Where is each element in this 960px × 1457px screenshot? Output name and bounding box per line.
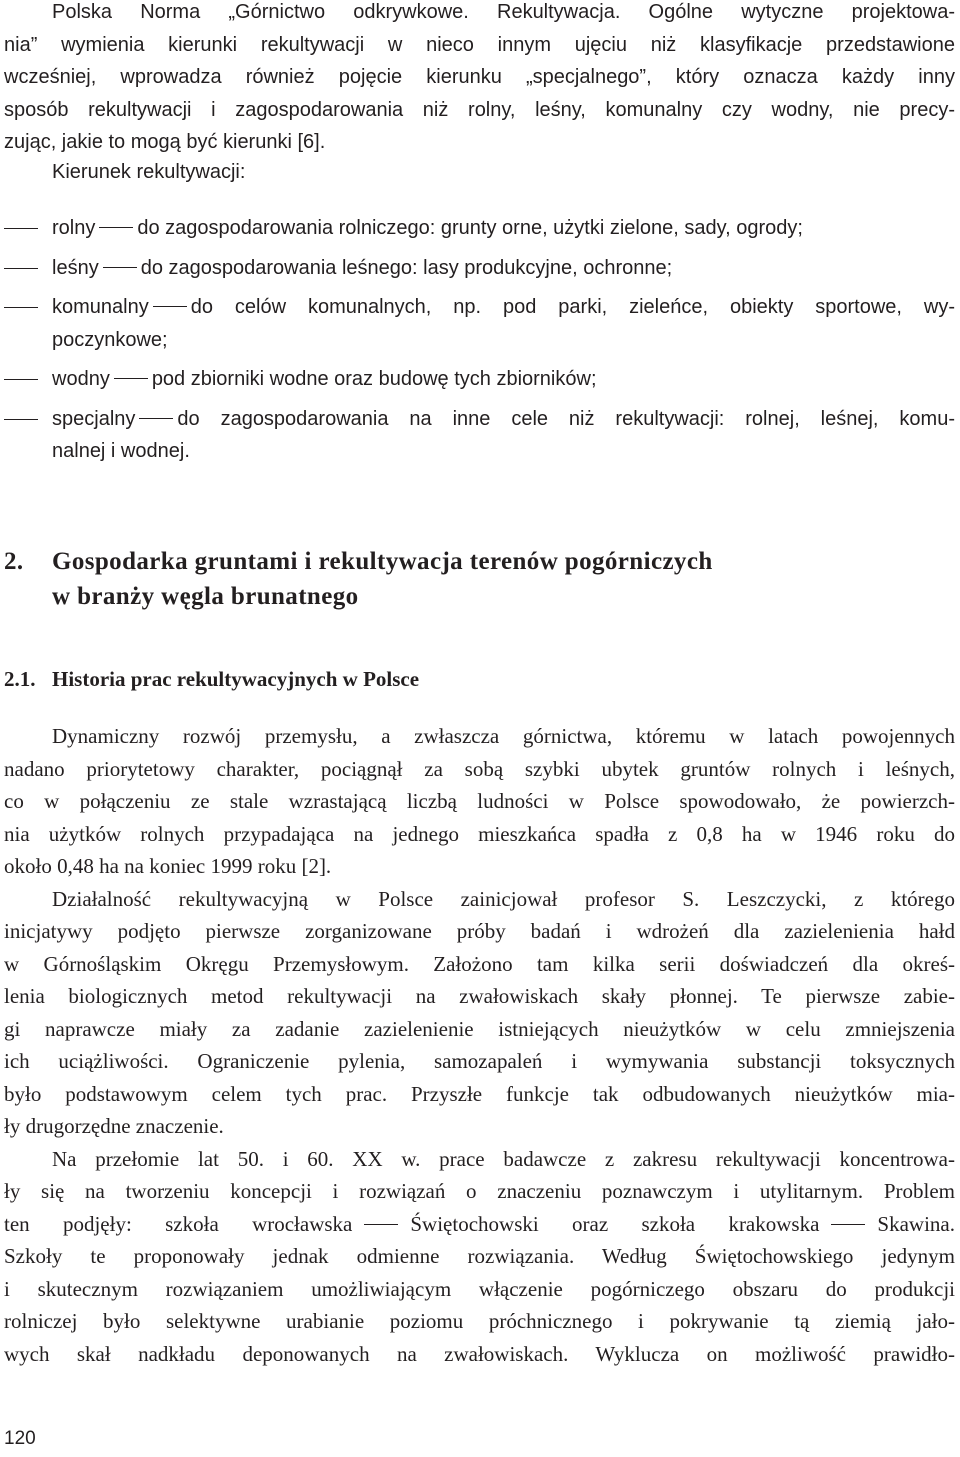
- list-text: do celów komunalnych, np. pod parki, zieleńce, obiekty sportowe, wy-: [190, 296, 955, 318]
- body-line: Dynamiczny rozwój przemysłu, a zwłaszcza górnictwa, któremu w latach powojennych: [52, 724, 955, 748]
- body-fragment: Świętochowski oraz szkoła krakowska: [410, 1211, 820, 1236]
- body-line: w Górnośląskim Okręgu Przemysłowym. Założono tam kilka serii doświadczeń dla okreś-: [4, 951, 955, 976]
- body-line: [4, 1208, 955, 1241]
- bullet-dash: [4, 379, 38, 380]
- em-dash: [99, 227, 133, 228]
- body-line: nadano priorytetowy charakter, pociągnął za sobą szybki ubytek gruntów rolnych i leśnych,: [4, 756, 955, 781]
- bullet-dash: [4, 307, 38, 308]
- section-title-line2: w branży węgla brunatnego: [52, 583, 359, 610]
- list-text: poczynkowe;: [52, 328, 168, 351]
- bullet-dash: [4, 268, 38, 269]
- kierunki-list: [4, 212, 955, 468]
- subsection-heading: [4, 663, 419, 695]
- list-term: komunalny: [52, 296, 149, 318]
- body-line: ły się na tworzeniu koncepcji i rozwiązań o znaczeniu poznawczym i utylitarnym. Problem: [4, 1179, 955, 1203]
- list-text: do zagospodarowania rolniczego: grunty orne, użytki zielone, sady, ogrody;: [137, 217, 803, 239]
- intro-line: nia” wymienia kierunki rekultywacji w nieco innym ujęciu niż klasyfikacje przedstawione: [4, 33, 955, 56]
- em-dash: [114, 378, 148, 379]
- list-text: pod zbiorniki wodne oraz budowę tych zbiorników;: [151, 368, 597, 390]
- body-line: było podstawowym celem tych prac. Przyszłe funkcje tak odbudowanych nieużytków mia-: [4, 1081, 955, 1106]
- list-item-rolny: [4, 212, 955, 245]
- body-fragment: ten podjęły: szkoła wrocławska: [4, 1211, 353, 1236]
- body-line: co w połączeniu ze stale wzrastającą liczbą ludności w Polsce spowodowało, że powierzch-: [4, 789, 955, 813]
- page-number: 120: [4, 1428, 36, 1449]
- list-text: nalnej i wodnej.: [52, 440, 190, 462]
- intro-line: zując, jakie to mogą być kierunki [6].: [4, 131, 326, 153]
- list-text: do zagospodarowania leśnego: lasy produkcyjne, ochronne;: [140, 256, 673, 279]
- list-item-komunalny: [4, 291, 955, 356]
- list-term: leśny: [52, 256, 99, 279]
- kierunek-label: Kierunek rekultywacji:: [52, 161, 246, 183]
- body-fragment: Skawina.: [877, 1211, 955, 1236]
- body-line: Na przełomie lat 50. i 60. XX w. prace badawcze z zakresu rekultywacji koncentrowa-: [52, 1146, 955, 1171]
- body-line: nia użytków rolnych przypadająca na jednego mieszkańca spadła z 0,8 ha w 1946 roku do: [4, 821, 955, 846]
- list-term: wodny: [52, 368, 110, 390]
- intro-paragraph: [4, 0, 955, 159]
- body-line: inicjatywy podjęto pierwsze zorganizowane próby badań i wdrożeń dla zazielenienia hałd: [4, 919, 955, 943]
- subsection-number: 2.1.: [4, 667, 36, 691]
- list-text: do zagospodarowania na inne cele niż rekultywacji: rolnej, leśnej, komu-: [177, 407, 955, 430]
- body-line: ły drugorzędne znaczenie.: [4, 1114, 224, 1138]
- em-dash: [831, 1224, 865, 1225]
- body-paragraphs: [4, 720, 955, 1370]
- em-dash: [364, 1224, 398, 1225]
- section-title-line1: Gospodarka gruntami i rekultywacja terenów pogórniczych: [52, 548, 713, 575]
- list-term: rolny: [52, 217, 96, 239]
- body-line: około 0,48 ha na koniec 1999 roku [2].: [4, 854, 332, 878]
- section-number: 2.: [4, 548, 24, 575]
- body-line: Szkoły te proponowały jednak odmienne rozwiązania. Według Świętochowskiego jedynym: [4, 1244, 955, 1268]
- em-dash: [153, 306, 187, 307]
- section-heading: [4, 544, 713, 614]
- bullet-dash: [4, 228, 38, 229]
- list-term: specjalny: [52, 407, 136, 430]
- body-line: gi naprawcze miały za zadanie zazielenienie istniejących nieużytków w celu zmniejszenia: [4, 1016, 955, 1041]
- intro-line: wcześniej, wprowadza również pojęcie kierunku „specjalnego”, który oznacza każdy inny: [4, 66, 955, 88]
- subsection-title: Historia prac rekultywacyjnych w Polsce: [52, 667, 420, 691]
- body-line: ich uciążliwości. Ograniczenie pylenia, samozapaleń i wymywania substancji toksycznych: [4, 1049, 955, 1073]
- body-line: lenia biologicznych metod rekultywacji na zwałowiskach skały płonnej. Te pierwsze zabie-: [4, 984, 955, 1008]
- bullet-dash: [4, 419, 38, 420]
- body-line: i skutecznym rozwiązaniem umożliwiającym włączenie pogórniczego obszaru do produkcji: [4, 1276, 955, 1301]
- body-line: Działalność rekultywacyjną w Polsce zainicjował profesor S. Leszczycki, z którego: [52, 886, 955, 911]
- body-line: wych skał nadkładu deponowanych na zwałowiskach. Wyklucza on możliwość prawidło-: [4, 1341, 955, 1366]
- list-item-lesny: [4, 252, 955, 285]
- list-item-wodny: [4, 363, 955, 396]
- body-line: rolniczej było selektywne urabianie poziomu próchnicznego i pokrywanie tą ziemią jało-: [4, 1309, 955, 1333]
- em-dash: [103, 267, 137, 268]
- intro-line: Polska Norma „Górnictwo odkrywkowe. Rekultywacja. Ogólne wytyczne projektowa-: [52, 1, 955, 23]
- intro-line: sposób rekultywacji i zagospodarowania niż rolny, leśny, komunalny czy wodny, nie precy-: [4, 98, 955, 121]
- list-item-specjalny: [4, 403, 955, 468]
- em-dash: [139, 418, 173, 419]
